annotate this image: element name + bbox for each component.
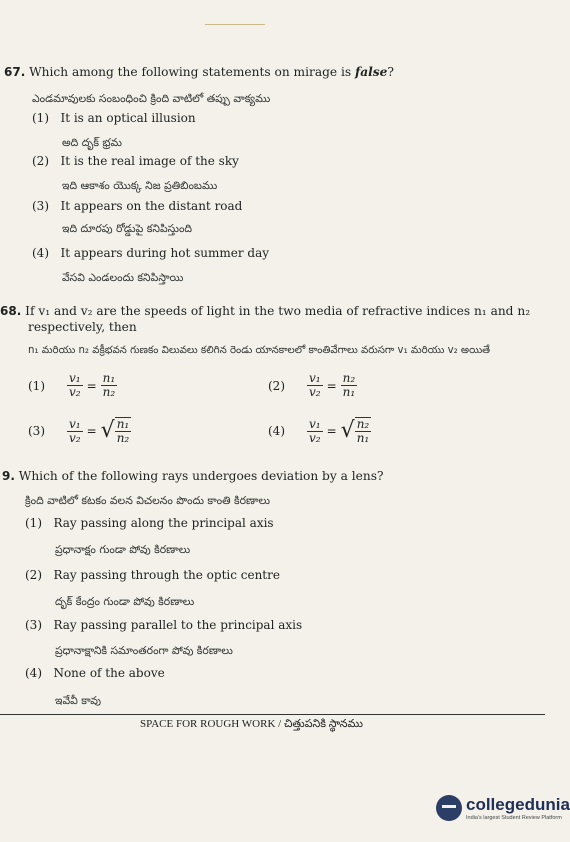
question-text-telugu: ఎండమావులకు సంబంధించి క్రింది వాటిలో తప్పు వాక్యము — [32, 92, 271, 105]
option-text: It appears during hot summer day — [60, 246, 270, 260]
option-text: It is the real image of the sky — [60, 154, 239, 168]
option-label: (2) — [25, 568, 42, 582]
logo-mascot-icon — [436, 795, 462, 821]
logo-name: collegedunia — [466, 795, 570, 814]
option-text: It appears on the distant road — [60, 199, 243, 213]
option-text: None of the above — [53, 666, 165, 680]
numerator: n₂ — [356, 417, 370, 431]
question-text: Which of the following rays undergoes deviation by a lens? — [18, 469, 384, 483]
option-text: Ray passing through the optic centre — [53, 568, 280, 582]
question-emphasis: false — [355, 65, 388, 79]
option-3 — [25, 618, 302, 632]
denominator: n₁ — [356, 431, 370, 445]
radical-sign-icon: √ — [100, 418, 115, 443]
radical-sign-icon: √ — [340, 418, 355, 443]
question-text: If v₁ and v₂ are the speeds of light in the two media of refractive indices n₁ and n₂ — [25, 304, 531, 318]
denominator: n₂ — [116, 431, 130, 445]
option-1 — [32, 111, 196, 125]
option-text: Ray passing along the principal axis — [53, 516, 274, 530]
option-label: (2) — [268, 378, 285, 393]
option-4 — [25, 666, 165, 680]
option-2-telugu: ఇది ఆకాశం యొక్క నిజ ప్రతిబింబము — [62, 179, 218, 192]
option-3 — [28, 417, 131, 445]
option-label: (4) — [268, 424, 285, 438]
equals-sign: = — [86, 378, 97, 393]
denominator: n₁ — [342, 385, 356, 399]
option-4 — [268, 417, 371, 445]
question-number: 9. — [2, 469, 15, 483]
fraction-lhs — [307, 372, 323, 399]
question-number: 67. — [4, 65, 26, 79]
option-1 — [25, 516, 274, 530]
question-text — [29, 65, 394, 79]
top-rule — [205, 24, 265, 25]
option-label: (1) — [32, 111, 49, 125]
option-label: (4) — [32, 246, 49, 260]
numerator: n₁ — [102, 371, 116, 385]
equals-sign: = — [86, 424, 97, 438]
fraction-rhs — [341, 372, 358, 399]
question-67 — [4, 65, 394, 79]
option-text: It is an optical illusion — [60, 111, 196, 125]
option-2 — [268, 372, 357, 399]
option-label: (3) — [28, 424, 45, 438]
option-4-telugu: ఇవేవీ కావు — [55, 694, 102, 707]
question-text-telugu: క్రింది వాటిలో కటకం వలన విచలనం పొందు కాంతి కిరణాలు — [25, 494, 270, 507]
numerator: v₁ — [309, 416, 321, 431]
denominator: v₂ — [69, 385, 81, 399]
question-text-telugu: n₁ మరియు n₂ వక్రీభవన గుణకం విలువలు కలిగిన రెండు యానకాలలో కాంతివేగాలు వరుసగా v₁ మరియు v₂ అయితే — [28, 345, 491, 356]
fraction-lhs — [67, 372, 83, 399]
option-4 — [32, 246, 269, 260]
option-2 — [32, 154, 239, 168]
denominator: v₂ — [309, 385, 321, 399]
square-root — [101, 417, 132, 445]
denominator: v₂ — [69, 430, 81, 445]
question-68 — [0, 304, 530, 318]
option-2-telugu: దృక్ కేంద్రం గుండా పోవు కిరణాలు — [55, 595, 195, 608]
fraction-rhs — [355, 417, 372, 445]
question-number: 68. — [0, 304, 22, 318]
question-text-part: Which among the following statements on mirage is — [29, 65, 356, 79]
square-root — [341, 417, 372, 445]
option-text: Ray passing parallel to the principal axis — [53, 618, 303, 632]
option-1 — [28, 372, 117, 399]
fraction-lhs — [307, 418, 323, 445]
footer-divider — [0, 714, 545, 715]
question-text-part: ? — [387, 65, 394, 79]
equals-sign: = — [326, 424, 337, 438]
option-label: (1) — [25, 516, 42, 530]
rough-work-label: SPACE FOR ROUGH WORK / చిత్తుపనికి స్థానము — [140, 718, 363, 730]
option-4-telugu: వేసవి ఎండలందు కనిపిస్తాయి — [62, 271, 184, 284]
numerator: n₁ — [116, 417, 130, 431]
collegedunia-logo — [436, 795, 570, 821]
option-2 — [25, 568, 280, 582]
fraction-lhs — [67, 418, 83, 445]
fraction-rhs — [101, 372, 118, 399]
question-text-line2: respectively, then — [28, 320, 137, 334]
option-3-telugu: ప్రధానాక్షానికి సమాంతరంగా పోవు కిరణాలు — [55, 644, 233, 657]
option-3 — [32, 199, 242, 213]
numerator: v₁ — [69, 416, 81, 431]
fraction-rhs — [115, 417, 132, 445]
option-1-telugu: ప్రధానాక్షం గుండా పోవు కిరణాలు — [55, 543, 191, 556]
logo-tagline: India's largest Student Review Platform — [466, 815, 562, 821]
option-label: (2) — [32, 154, 49, 168]
denominator: n₂ — [102, 385, 116, 399]
numerator: n₂ — [342, 371, 356, 385]
equals-sign: = — [326, 378, 337, 393]
denominator: v₂ — [309, 430, 321, 445]
option-label: (3) — [25, 618, 42, 632]
numerator: v₁ — [309, 371, 321, 385]
numerator: v₁ — [69, 371, 81, 385]
question-69 — [2, 469, 384, 483]
option-1-telugu: అది దృక్ భ్రమ — [62, 136, 122, 149]
option-label: (1) — [28, 378, 45, 393]
option-label: (3) — [32, 199, 49, 213]
option-3-telugu: ఇది దూరపు రోడ్డుపై కనిపిస్తుంది — [62, 222, 193, 235]
option-label: (4) — [25, 666, 42, 680]
